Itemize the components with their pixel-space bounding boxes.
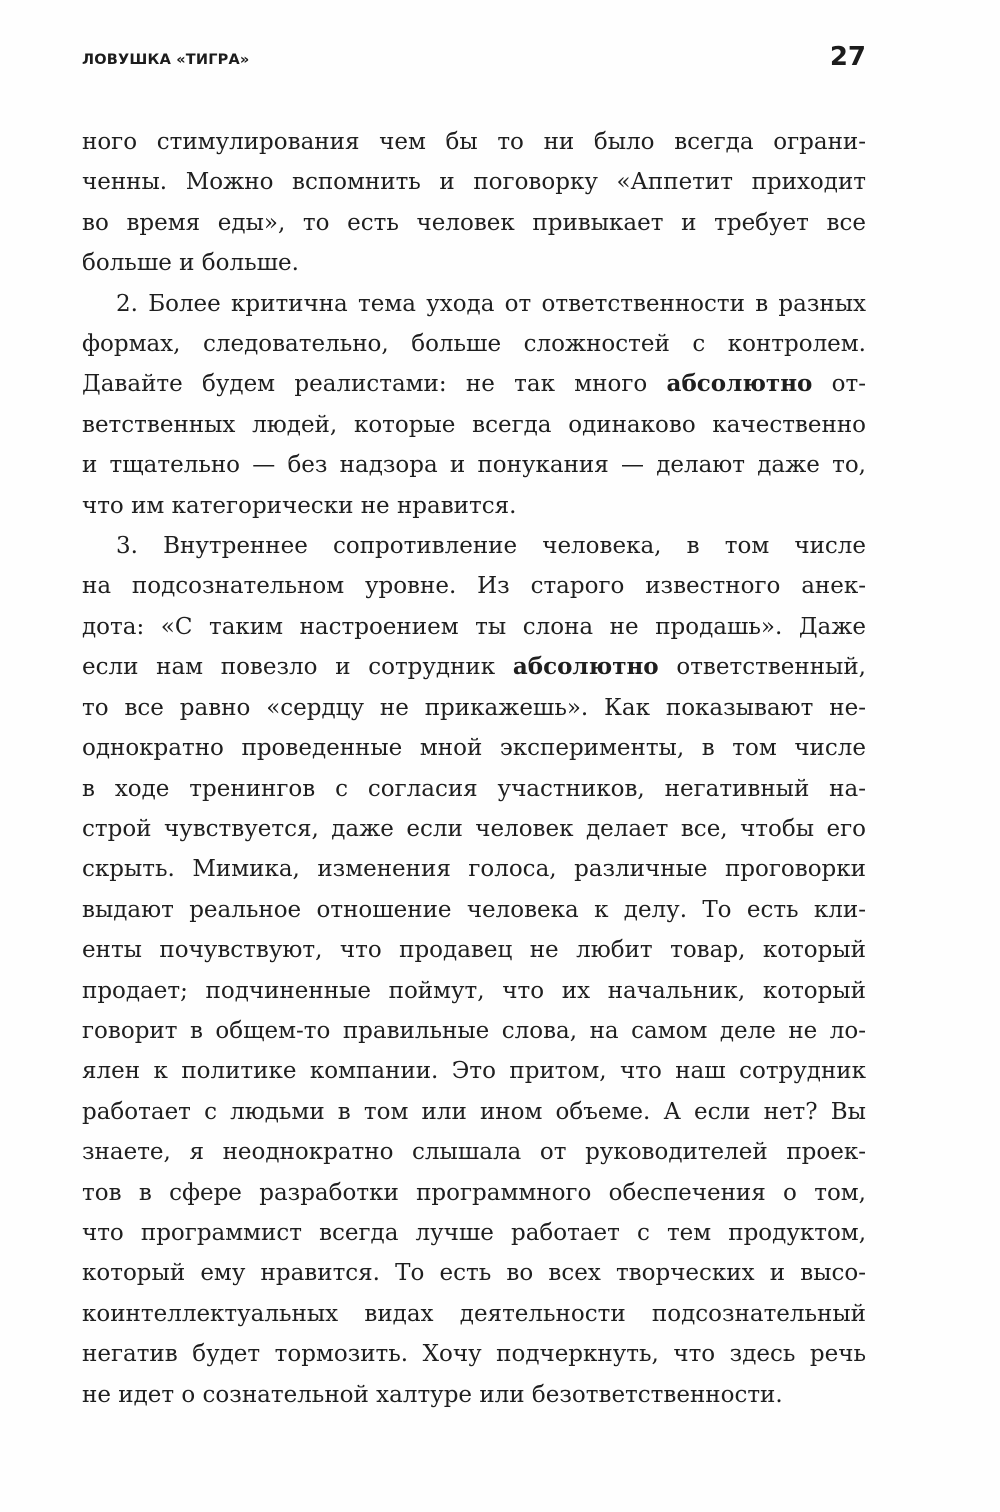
text-line: коинтеллектуальных видах деятельности подсознательный xyxy=(82,1300,866,1327)
text-line: ченны. Можно вспомнить и поговорку «Аппетит приходит xyxy=(82,169,866,196)
text-line: работает с людьми в том или ином объеме. А если нет? Вы xyxy=(82,1098,866,1125)
text-line: формах, следовательно, больше сложностей с контролем. xyxy=(82,331,866,358)
text-line: не идет о сознательной халтуре или безответственности. xyxy=(82,1381,783,1408)
text-line: однократно проведенные мной эксперименты, в том числе xyxy=(82,735,866,762)
text-line: продает; подчиненные поймут, что их начальник, который xyxy=(82,977,866,1004)
text-line: 3. Внутреннее сопротивление человека, в том числе xyxy=(116,533,866,560)
text-line: что им категорически не нравится. xyxy=(82,492,517,519)
text-line xyxy=(82,364,866,404)
emphasis-word: абсолютно xyxy=(666,370,813,398)
text-line: строй чувствуется, даже если человек делает все, чтобы его xyxy=(82,815,866,842)
text-line: ветственных людей, которые всегда одинаково качественно xyxy=(82,411,866,438)
text-line: и тщательно — без надзора и понукания — делают даже то, xyxy=(82,452,866,479)
body-text xyxy=(82,122,866,1415)
text-fragment: если нам повезло и сотрудник xyxy=(82,654,496,681)
emphasis-word: абсолютно xyxy=(512,653,659,681)
text-line: выдают реальное отношение человека к делу. То есть кли- xyxy=(82,896,866,923)
text-fragment: ответственный, xyxy=(676,654,866,681)
text-line: больше и больше. xyxy=(82,250,299,277)
paragraph-3 xyxy=(82,526,866,1415)
text-line: дота: «С таким настроением ты слона не продашь». Даже xyxy=(82,613,866,640)
text-line: во время еды», то есть человек привыкает и требует все xyxy=(82,209,866,236)
text-line: в ходе тренингов с согласия участников, негативный на- xyxy=(82,775,866,802)
text-line: тов в сфере разработки программного обеспечения о том, xyxy=(82,1179,866,1206)
text-line: негатив будет тормозить. Хочу подчеркнуть, что здесь речь xyxy=(82,1341,866,1368)
text-line: енты почувствуют, что продавец не любит товар, который xyxy=(82,937,866,964)
text-line: который ему нравится. То есть во всех творческих и высо- xyxy=(82,1260,866,1287)
text-line: 2. Более критична тема ухода от ответственности в разных xyxy=(116,290,866,317)
text-line: то все равно «сердцу не прикажешь». Как показывают не- xyxy=(82,694,866,721)
paragraph-2 xyxy=(82,284,866,526)
paragraph-1 xyxy=(82,122,866,284)
text-fragment: Давайте будем реалистами: не так много xyxy=(82,371,648,398)
text-line xyxy=(82,647,866,687)
text-line: говорит в общем-то правильные слова, на самом деле не ло- xyxy=(82,1017,866,1044)
text-line: знаете, я неоднократно слышала от руководителей проек- xyxy=(82,1139,866,1166)
text-line: ного стимулирования чем бы то ни было всегда ограни- xyxy=(82,129,866,155)
running-title: ЛОВУШКА «ТИГРА» xyxy=(82,52,250,68)
text-line: на подсознательном уровне. Из старого известного анек- xyxy=(82,573,866,600)
running-header xyxy=(82,42,866,78)
text-line: скрыть. Мимика, изменения голоса, различные проговорки xyxy=(82,856,866,883)
text-fragment: от- xyxy=(831,371,866,398)
text-line: ялен к политике компании. Это притом, что наш сотрудник xyxy=(82,1058,866,1085)
page-number: 27 xyxy=(829,42,866,72)
text-line: что программист всегда лучше работает с тем продуктом, xyxy=(82,1219,866,1246)
